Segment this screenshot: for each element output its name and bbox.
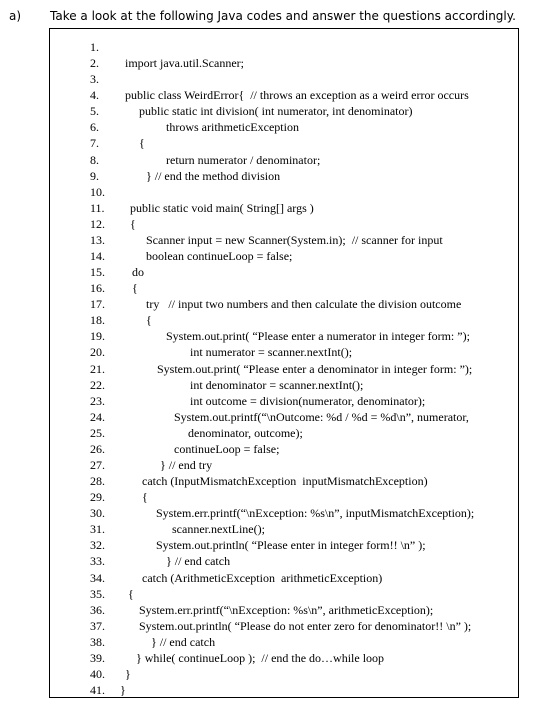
code-line [50,200,520,216]
question-heading [0,6,538,26]
code-text: { [132,281,138,296]
line-number: 16. [90,281,105,296]
line-number: 15. [90,265,105,279]
line-number: 20. [90,345,105,360]
code-line [50,441,520,457]
line-number: 39. [90,650,105,665]
code-text: public static void main( String[] args ) [130,200,314,215]
code-text: { [146,313,152,328]
line-number: 14. [90,249,105,263]
line-number: 24. [90,409,105,424]
code-text: } // end catch [151,634,216,649]
line-number: 4. [90,88,99,103]
code-line [50,328,520,344]
code-line [50,312,520,328]
code-text: denominator, outcome); [188,425,303,440]
code-text: System.err.printf(“\nException: %s\n”, inputMismatchException); [156,506,475,521]
line-number: 35. [90,586,105,601]
line-number: 2. [90,56,99,71]
line-number: 28. [90,474,105,488]
code-text: return numerator / denominator; [166,152,321,167]
code-line [50,103,520,119]
question-label: a) [9,9,22,23]
code-line [50,296,520,312]
line-number: 1. [90,40,99,54]
code-line [50,425,520,441]
line-number: 7. [90,136,99,151]
question-text: Take a look at the following Java codes and answer the questions accordingly. [50,9,516,23]
code-line [50,570,520,586]
code-line [50,537,520,553]
code-text: } while( continueLoop ); // end the do…while loop [136,650,385,665]
line-number: 25. [90,425,105,440]
code-line [50,489,520,505]
line-number: 40. [90,666,105,681]
line-number: 8. [90,152,99,167]
code-line [50,666,520,682]
line-number: 3. [90,72,99,87]
code-line [50,248,520,264]
code-line [50,602,520,618]
code-text: System.err.printf(“\nException: %s\n”, arithmeticException); [139,602,434,617]
code-line [50,586,520,602]
line-number: 34. [90,570,105,585]
line-number: 36. [90,602,105,617]
line-number: 41. [90,683,105,697]
code-line [50,216,520,232]
code-text: catch (InputMismatchException inputMismatchException) [142,474,428,488]
code-text: } [125,666,131,681]
line-number: 12. [90,216,105,231]
code-text: Scanner input = new Scanner(System.in); // scanner for input [146,232,443,247]
code-text: { [139,136,145,151]
line-number: 13. [90,232,105,247]
line-number: 6. [90,120,99,135]
code-text: import java.util.Scanner; [125,56,244,71]
code-text: } [120,683,126,697]
code-line [50,280,520,296]
line-number: 30. [90,506,105,521]
code-text: catch (ArithmeticException arithmeticException) [142,570,383,585]
code-text: { [130,216,136,231]
code-text: } // end catch [166,554,231,569]
code-line [50,457,520,473]
code-line [50,39,520,55]
code-line [50,71,520,87]
code-text: int outcome = division(numerator, denominator); [190,393,426,408]
code-line [50,473,520,489]
code-text: boolean continueLoop = false; [146,249,293,263]
code-line [50,344,520,360]
line-number: 11. [90,200,105,215]
line-number: 5. [90,104,99,119]
code-text: System.out.printf(“\nOutcome: %d / %d = %d\n”, numerator, [174,409,469,424]
code-line [50,168,520,184]
code-line [50,232,520,248]
code-line [50,55,520,71]
code-line [50,361,520,377]
code-text: int denominator = scanner.nextInt(); [190,377,364,392]
line-number: 9. [90,168,99,183]
code-text: try // input two numbers and then calculate the division outcome [146,297,462,312]
line-number: 31. [90,522,105,537]
code-line [50,521,520,537]
code-text: public static int division( int numerator, int denominator) [139,104,413,119]
code-text: int numerator = scanner.nextInt(); [190,345,353,360]
code-text: System.out.print( “Please enter a denominator in integer form: ”); [157,361,473,376]
code-text: throws arithmeticException [166,120,299,135]
code-text: continueLoop = false; [174,441,280,456]
line-number: 18. [90,313,105,328]
code-line [50,505,520,521]
line-number: 21. [90,361,105,376]
line-number: 38. [90,634,105,649]
line-number: 26. [90,441,105,456]
code-text: { [128,586,134,601]
code-text: do [132,265,144,279]
code-line [50,650,520,666]
code-line [50,135,520,151]
code-text: System.out.println( “Please enter in integer form!! \n” ); [156,538,426,553]
line-number: 10. [90,184,105,199]
code-line [50,152,520,168]
line-number: 23. [90,393,105,408]
code-line [50,184,520,200]
line-number: 17. [90,297,105,312]
code-line [50,264,520,280]
line-number: 27. [90,457,105,472]
code-text: { [142,490,148,505]
code-line [50,682,520,698]
line-number: 19. [90,329,105,344]
code-text: System.out.print( “Please enter a numerator in integer form: ”); [166,329,470,344]
code-text: public class WeirdError{ // throws an exception as a weird error occurs [125,88,469,103]
line-number: 29. [90,490,105,505]
code-line [50,377,520,393]
code-line [50,393,520,409]
line-number: 32. [90,538,105,553]
code-line [50,634,520,650]
line-number: 22. [90,377,105,392]
code-text: scanner.nextLine(); [172,522,265,537]
line-number: 37. [90,618,105,633]
code-listing [49,28,519,698]
line-number: 33. [90,554,105,569]
code-text: } // end try [160,457,213,472]
code-line [50,553,520,569]
code-line [50,87,520,103]
code-text: } // end the method division [146,168,281,183]
code-line [50,409,520,425]
code-line [50,618,520,634]
code-text: System.out.println( “Please do not enter zero for denominator!! \n” ); [139,618,472,633]
code-line [50,119,520,135]
